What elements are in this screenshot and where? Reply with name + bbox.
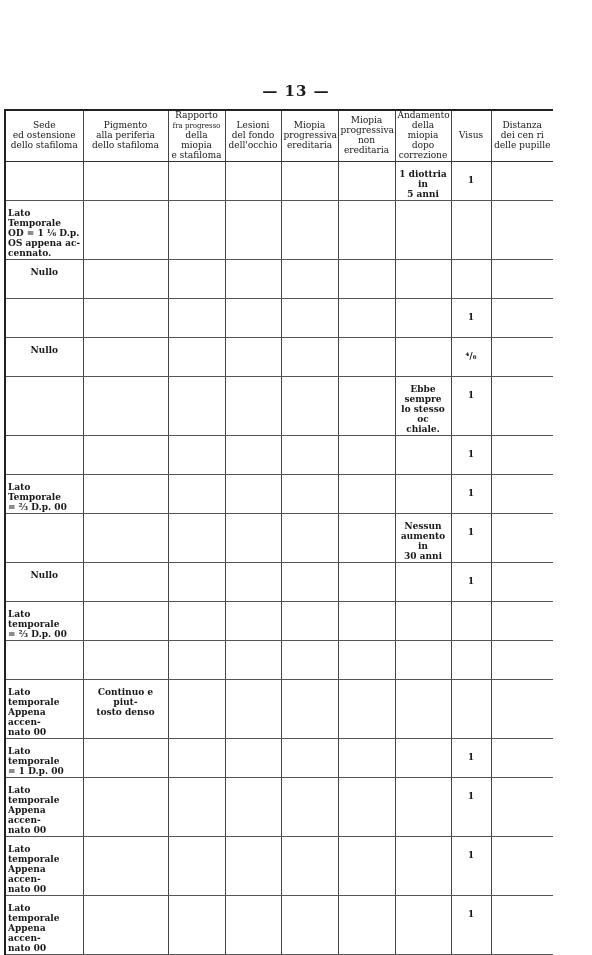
cell-lesioni [225,260,281,299]
column-header-line: progressiva [283,131,337,141]
cell-non-ereditaria [338,475,395,514]
column-header [225,110,281,162]
cell-non-ereditaria [338,436,395,475]
cell-distanza [491,778,553,837]
column-header-line: ereditaria [286,141,333,151]
cell-line: = ⅔ D.p. 00 [8,503,67,513]
cell-non-ereditaria [338,680,395,739]
cell-distanza [491,563,553,602]
cell-visus [451,680,491,739]
cell-line: Continuo e piut- [97,688,154,708]
cell-sede [5,563,83,602]
cell-visus: 1 [451,837,491,896]
cell-line: aumento in [400,532,446,552]
cell-sede [5,896,83,955]
cell-ereditaria [281,514,338,563]
cell-lesioni [225,778,281,837]
column-header-line: e stafiloma [171,151,222,161]
cell-pigmento [83,739,168,778]
cell-distanza [491,260,553,299]
cell-ereditaria [281,338,338,377]
cell-sede [5,602,83,641]
cell-rapporto [168,837,225,896]
column-header [168,110,225,162]
column-header-line: Lesioni [236,121,270,131]
column-header-line: ed ostensione [12,131,76,141]
cell-sede [5,436,83,475]
column-header-line: delle pupille [494,141,551,151]
cell-non-ereditaria [338,338,395,377]
cell-distanza [491,680,553,739]
cell-visus: 1 [451,436,491,475]
cell-ereditaria [281,680,338,739]
cell-line: Lato Temporale [8,483,61,503]
cell-non-ereditaria [338,299,395,338]
cell-pigmento [83,896,168,955]
cell-pigmento [83,514,168,563]
column-header-line: Sede [32,121,56,131]
table-row [5,162,553,201]
cell-sede [5,778,83,837]
cell-pigmento [83,680,168,739]
cell-andamento [395,837,451,896]
cell-lesioni [225,896,281,955]
column-header-line: dopo [411,141,435,151]
cell-pigmento [83,201,168,260]
cell-sede [5,739,83,778]
cell-pigmento [83,260,168,299]
cell-rapporto [168,896,225,955]
cell-lesioni [225,739,281,778]
cell-pigmento [83,299,168,338]
cell-line: Lato temporale [8,786,60,806]
cell-lesioni [225,162,281,201]
cell-line: OS appena ac- [8,239,81,249]
cell-sede [5,260,83,299]
cell-line: lo stesso oc [401,405,445,425]
cell-distanza [491,896,553,955]
cell-ereditaria [281,778,338,837]
cell-lesioni [225,563,281,602]
column-header [281,110,338,162]
table-row [5,475,553,514]
cell-non-ereditaria [338,739,395,778]
cell-line: Appena accen- [8,708,46,728]
cell-non-ereditaria [338,563,395,602]
cell-line: nato 00 [8,728,47,738]
table-row [5,201,553,260]
table-row [5,260,553,299]
column-header-line: Miopia [350,116,383,126]
cell-andamento [395,739,451,778]
cell-andamento [395,299,451,338]
cell-distanza [491,377,553,436]
cell-andamento [395,201,451,260]
cell-non-ereditaria [338,162,395,201]
column-header [451,110,491,162]
cell-sede [5,338,83,377]
table-row [5,837,553,896]
cell-visus: 1 [451,896,491,955]
column-header-line: Distanza [502,121,543,131]
cell-lesioni [225,680,281,739]
cell-andamento [395,436,451,475]
header-row [5,110,553,162]
cell-lesioni [225,641,281,680]
cell-line: Nullo [30,346,59,356]
column-header [338,110,395,162]
cell-ereditaria [281,641,338,680]
cell-lesioni [225,602,281,641]
cell-andamento [395,260,451,299]
cell-pigmento [83,377,168,436]
table-row [5,299,553,338]
cell-lesioni [225,201,281,260]
cell-distanza [491,514,553,563]
ledger-table [4,109,553,955]
cell-visus: 1 [451,514,491,563]
column-header [395,110,451,162]
cell-sede [5,162,83,201]
table-row [5,436,553,475]
column-header-line: Rapporto [175,111,218,121]
column-header-line: della miopia [181,131,212,151]
column-header-line: dell'occhio [228,141,278,151]
cell-andamento [395,680,451,739]
ledger-table-container [4,109,552,954]
cell-line: tosto denso [96,708,155,718]
cell-lesioni [225,514,281,563]
cell-line: 30 anni [404,552,442,562]
cell-distanza [491,201,553,260]
cell-distanza [491,602,553,641]
column-header [491,110,553,162]
cell-line: Lato temporale [8,904,60,924]
column-header-line: Miopia [293,121,326,131]
cell-visus: 1 [451,299,491,338]
table-row [5,680,553,739]
cell-line: 5 anni [407,190,439,200]
cell-line: Lato temporale [8,845,60,865]
cell-rapporto [168,563,225,602]
cell-visus: 1 [451,475,491,514]
cell-visus: 1 [451,778,491,837]
cell-rapporto [168,739,225,778]
cell-andamento [395,162,451,201]
cell-non-ereditaria [338,514,395,563]
cell-lesioni [225,436,281,475]
cell-distanza [491,739,553,778]
table-row [5,602,553,641]
cell-lesioni [225,837,281,896]
column-header-line: alla periferia [96,131,155,141]
cell-distanza [491,641,553,680]
column-header-line: dello stafiloma [92,141,159,151]
table-row [5,514,553,563]
table-row [5,739,553,778]
cell-line: Lato temporale [8,747,60,767]
cell-sede [5,837,83,896]
cell-line: nato 00 [8,944,47,954]
cell-rapporto [168,641,225,680]
column-header-line: dello stafiloma [10,141,78,151]
column-header-line: dei cen ri [500,131,544,141]
cell-ereditaria [281,475,338,514]
cell-andamento [395,641,451,680]
cell-andamento [395,377,451,436]
column-header-line: non [357,136,375,146]
cell-rapporto [168,475,225,514]
cell-rapporto [168,680,225,739]
cell-line: = ⅔ D.p. 00 [8,630,67,640]
cell-distanza [491,837,553,896]
cell-line: OD = 1 ⅙ D.p. [8,229,80,239]
cell-distanza [491,299,553,338]
cell-rapporto [168,377,225,436]
cell-non-ereditaria [338,896,395,955]
cell-pigmento [83,602,168,641]
cell-andamento [395,514,451,563]
column-header-line: della miopia [407,121,439,141]
cell-non-ereditaria [338,778,395,837]
cell-distanza [491,475,553,514]
cell-pigmento [83,778,168,837]
cell-line: Lato temporale [8,688,60,708]
cell-lesioni [225,338,281,377]
cell-line: Lato Temporale [8,209,61,229]
cell-line: Appena accen- [8,924,46,944]
cell-line: Lato temporale [8,610,60,630]
cell-visus: 1 [451,162,491,201]
cell-visus: 1 [451,563,491,602]
cell-ereditaria [281,299,338,338]
cell-rapporto [168,436,225,475]
cell-non-ereditaria [338,641,395,680]
cell-lesioni [225,475,281,514]
cell-distanza [491,162,553,201]
column-header [83,110,168,162]
table-row [5,641,553,680]
cell-sede [5,641,83,680]
cell-ereditaria [281,377,338,436]
cell-pigmento [83,641,168,680]
column-header-line: ereditaria [343,146,390,156]
cell-visus [451,641,491,680]
cell-visus [451,201,491,260]
cell-line: Nessun [404,522,442,532]
cell-line: Nullo [30,268,59,278]
column-header-line: Andamento [397,111,450,121]
column-header-line: correzione [398,151,448,161]
cell-andamento [395,896,451,955]
table-row [5,896,553,955]
cell-line: nato 00 [8,885,47,895]
ledger-body [5,162,553,955]
cell-non-ereditaria [338,260,395,299]
cell-pigmento [83,436,168,475]
cell-rapporto [168,778,225,837]
cell-sede [5,514,83,563]
cell-visus: 1 [451,739,491,778]
column-header-line: Pigmento [103,121,148,131]
cell-visus: ⁴/₆ [451,338,491,377]
cell-pigmento [83,475,168,514]
cell-line: = 1 D.p. 00 [8,767,64,777]
cell-non-ereditaria [338,201,395,260]
table-row [5,338,553,377]
cell-sede [5,201,83,260]
cell-lesioni [225,377,281,436]
cell-ereditaria [281,162,338,201]
cell-sede [5,680,83,739]
cell-andamento [395,338,451,377]
cell-rapporto [168,514,225,563]
cell-rapporto [168,260,225,299]
page-number: — 13 — [262,82,330,100]
cell-ereditaria [281,739,338,778]
column-header-line: progressiva [340,126,394,136]
cell-line: Appena accen- [8,865,46,885]
cell-pigmento [83,338,168,377]
column-header-line: Visus [458,131,484,141]
cell-line: Appena accen- [8,806,46,826]
table-row [5,778,553,837]
cell-distanza [491,338,553,377]
cell-non-ereditaria [338,837,395,896]
cell-andamento [395,475,451,514]
cell-pigmento [83,162,168,201]
cell-ereditaria [281,201,338,260]
cell-sede [5,377,83,436]
cell-line: cennato. [8,249,52,259]
cell-ereditaria [281,602,338,641]
cell-sede [5,299,83,338]
column-header [5,110,83,162]
cell-ereditaria [281,260,338,299]
cell-ereditaria [281,896,338,955]
cell-rapporto [168,162,225,201]
cell-line: Ebbe sempre [404,385,442,405]
cell-line: chiale. [406,425,440,435]
column-header-line: fra progresso [172,122,221,130]
cell-non-ereditaria [338,602,395,641]
cell-line: nato 00 [8,826,47,836]
cell-andamento [395,602,451,641]
cell-visus [451,260,491,299]
cell-distanza [491,436,553,475]
cell-pigmento [83,837,168,896]
column-header-line: del fondo [231,131,275,141]
table-row [5,563,553,602]
cell-ereditaria [281,837,338,896]
cell-sede [5,475,83,514]
cell-line: Nullo [30,571,59,581]
cell-ereditaria [281,436,338,475]
cell-andamento [395,778,451,837]
cell-non-ereditaria [338,377,395,436]
cell-visus [451,602,491,641]
cell-lesioni [225,299,281,338]
cell-ereditaria [281,563,338,602]
table-row [5,377,553,436]
cell-pigmento [83,563,168,602]
cell-andamento [395,563,451,602]
cell-rapporto [168,299,225,338]
cell-rapporto [168,338,225,377]
cell-rapporto [168,201,225,260]
cell-rapporto [168,602,225,641]
cell-visus: 1 [451,377,491,436]
cell-line: 1 diottria in [399,170,447,190]
